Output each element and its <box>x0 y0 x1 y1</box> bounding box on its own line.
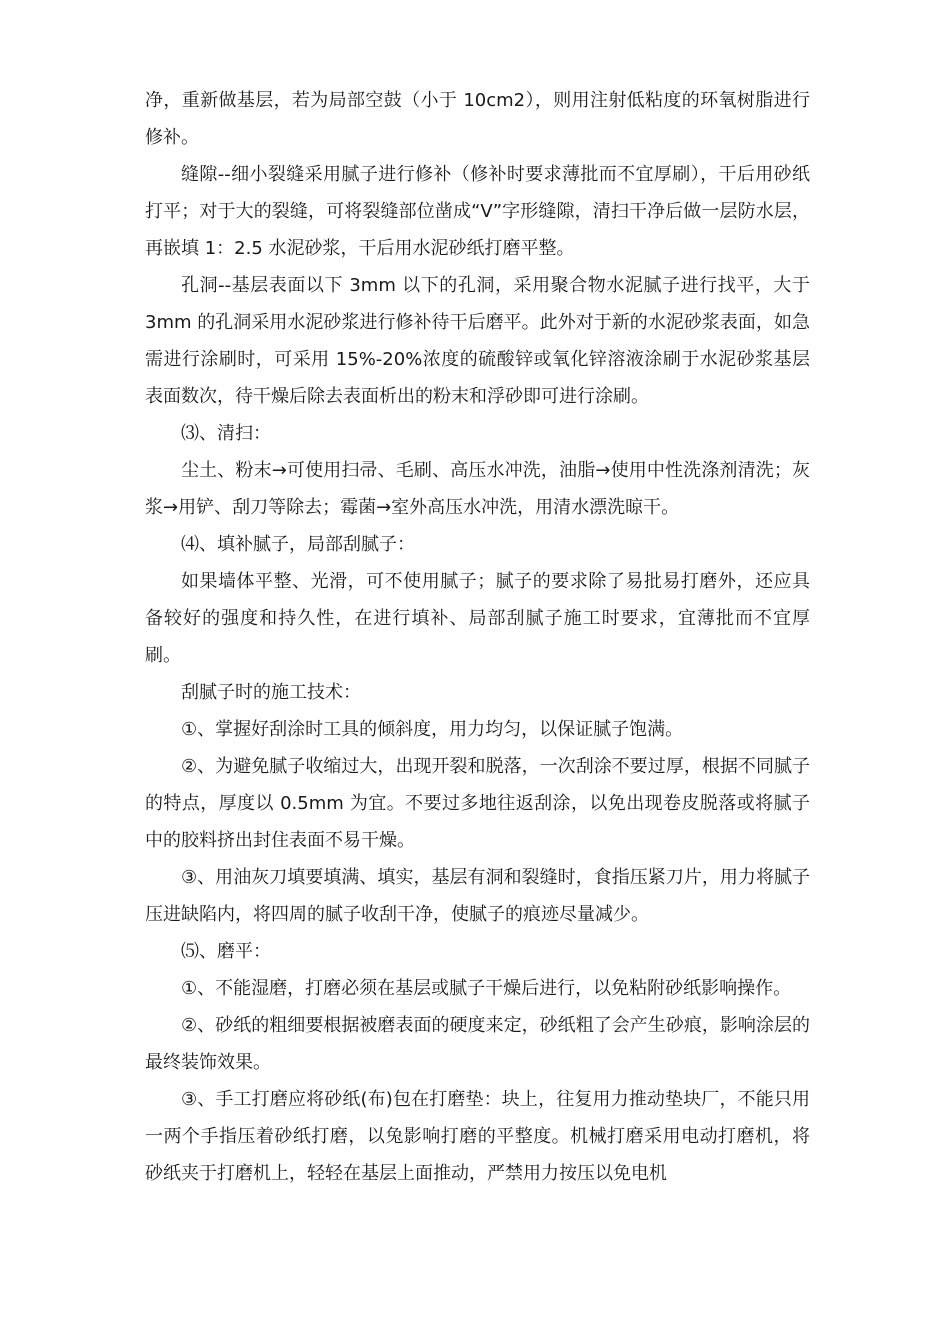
list-item: ②、砂纸的粗细要根据被磨表面的硬度来定，砂纸粗了会产生砂痕，影响涂层的最终装饰效果。 <box>145 1015 810 1073</box>
list-item: ③、用油灰刀填要填满、填实，基层有洞和裂缝时，食指压紧刀片，用力将腻子压进缺陷内，将四周的腻子收刮干净，使腻子的痕迹尽量减少。 <box>145 867 810 925</box>
paragraph-putty: 如果墙体平整、光滑，可不使用腻子；腻子的要求除了易批易打磨外，还应具备较好的强度和持久性，在进行填补、局部刮腻子施工时要求，宜薄批而不宜厚刷。 <box>145 571 810 666</box>
list-item: ③、手工打磨应将砂纸(布)包在打磨垫：块上，往复用力推动垫块厂，不能只用一两个手指压着砂纸打磨，以兔影响打磨的平整度。机械打磨采用电动打磨机，将砂纸夹于打磨机上，轻轻在基层上面推动，严禁用力按压以免电机 <box>145 1089 810 1184</box>
paragraph-cleaning: 尘土、粉末→可使用扫帚、毛刷、高压水冲洗，油脂→使用中性洗涤剂清洗；灰浆→用铲、刮刀等除去；霉菌→室外高压水冲洗，用清水漂洗晾干。 <box>145 460 810 518</box>
paragraph-holes: 孔洞--基层表面以下 3mm 以下的孔洞，采用聚合物水泥腻子进行找平，大于 3mm 的孔洞采用水泥砂浆进行修补待干后磨平。此外对于新的水泥砂浆表面，如急需进行涂刷时，可采用 15%-20%浓度的硫酸锌或氧化锌溶液涂刷于水泥砂浆基层表面数次，待干燥后除去表面析出的粉末和浮砂即可进行涂刷。 <box>145 275 810 407</box>
list-item: ①、掌握好刮涂时工具的倾斜度，用力均匀，以保证腻子饱满。 <box>181 719 684 740</box>
document-body <box>145 82 810 1192</box>
heading-sanding: ⑸、磨平： <box>181 941 271 962</box>
list-item: ②、为避免腻子收缩过大，出现开裂和脱落，一次刮涂不要过厚，根据不同腻子的特点，厚度以 0.5mm 为宜。不要过多地往返刮涂，以免出现卷皮脱落或将腻子中的胶料挤出封住表面不易干燥。 <box>145 756 810 851</box>
heading-putty: ⑷、填补腻子，局部刮腻子： <box>181 534 415 555</box>
paragraph-continuation: 净，重新做基层，若为局部空鼓（小于 10cm2），则用注射低粘度的环氧树脂进行修补。 <box>145 90 810 148</box>
list-item: ①、不能湿磨，打磨必须在基层或腻子干燥后进行，以免粘附砂纸影响操作。 <box>181 978 792 999</box>
subheading-putty-technique: 刮腻子时的施工技术： <box>181 682 361 703</box>
paragraph-cracks: 缝隙--细小裂缝采用腻子进行修补（修补时要求薄批而不宜厚刷），干后用砂纸打平；对于大的裂缝，可将裂缝部位凿成“V”字形缝隙，清扫干净后做一层防水层，再嵌填 1：2.5 水泥砂浆，干后用水泥砂纸打磨平整。 <box>145 164 810 259</box>
heading-cleaning: ⑶、清扫： <box>181 423 271 444</box>
